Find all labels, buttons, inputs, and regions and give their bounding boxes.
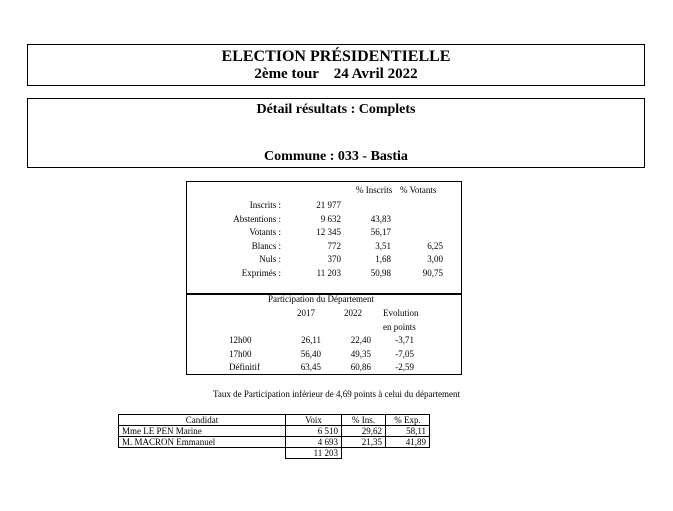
stat-label: Exprimés :: [241, 268, 281, 278]
col-header-pct-inscrits: % Inscrits: [356, 185, 393, 195]
header-pct-exp: % Exp.: [386, 415, 430, 426]
candidate-voix: 6 510: [286, 426, 342, 437]
commune-label: Commune : 033 - Bastia: [264, 149, 408, 164]
participation-evolution: -3,71: [395, 335, 414, 345]
col-header-en-points: en points: [383, 322, 416, 332]
participation-row-label: Définitif: [229, 362, 260, 372]
stat-pct-inscrits: 3,51: [375, 241, 391, 251]
candidate-pct-exp: 58,11: [386, 426, 430, 437]
participation-2017: 56,40: [300, 349, 321, 359]
candidate-pct-exp: 41,89: [386, 437, 430, 448]
candidate-name: Mme LE PEN Marine: [119, 426, 286, 437]
election-title: ELECTION PRÉSIDENTIELLE: [221, 48, 451, 65]
stat-label: Abstentions :: [233, 214, 281, 224]
stat-value: 12 345: [316, 227, 341, 237]
col-header-pct-votants: % Votants: [400, 185, 437, 195]
col-header-2017: 2017: [297, 308, 315, 318]
stat-value: 772: [327, 241, 341, 251]
col-header-2022: 2022: [344, 308, 362, 318]
participation-evolution: -2,59: [395, 362, 414, 372]
stat-value: 9 632: [320, 214, 341, 224]
table-row: [119, 426, 430, 437]
election-subtitle: 2ème tour 24 Avril 2022: [254, 66, 418, 82]
total-voix: 11 203: [286, 448, 342, 459]
table-total-row: [119, 448, 430, 459]
election-title-box: [27, 44, 645, 86]
participation-note: Taux de Participation inférieur de 4,69 points à celui du département: [212, 389, 461, 399]
stat-label: Nuls :: [259, 254, 281, 264]
header-candidat: Candidat: [119, 415, 286, 426]
participation-2022: 22,40: [350, 335, 371, 345]
col-header-evolution: Evolution: [383, 308, 419, 318]
stat-pct-votants: 3,00: [427, 254, 443, 264]
participation-2017: 26,11: [301, 335, 321, 345]
candidates-table: [118, 414, 430, 459]
stat-pct-inscrits: 50,98: [370, 268, 391, 278]
participation-evolution: -7,05: [395, 349, 414, 359]
participation-2022: 49,35: [350, 349, 371, 359]
stat-pct-votants: 90,75: [422, 268, 443, 278]
stat-label: Blancs :: [251, 241, 281, 251]
candidate-pct-ins: 21,35: [342, 437, 386, 448]
participation-heading: Participation du Département: [268, 294, 374, 304]
table-header-row: [119, 415, 430, 426]
stat-value: 370: [327, 254, 341, 264]
stats-table: [186, 181, 462, 295]
participation-2022: 60,86: [350, 362, 371, 372]
stat-value: 21 977: [316, 200, 341, 210]
stat-pct-votants: 6,25: [427, 241, 443, 251]
candidate-pct-ins: 29,62: [342, 426, 386, 437]
candidate-name: M. MACRON Emmanuel: [119, 437, 286, 448]
participation-row-label: 17h00: [229, 349, 252, 359]
participation-table: [186, 293, 462, 375]
stat-pct-inscrits: 1,68: [375, 254, 391, 264]
header-voix: Voix: [286, 415, 342, 426]
stat-pct-inscrits: 56,17: [370, 227, 391, 237]
stat-label: Inscrits :: [249, 200, 281, 210]
table-row: [119, 437, 430, 448]
header-pct-ins: % Ins.: [342, 415, 386, 426]
stat-label: Votants :: [249, 227, 281, 237]
participation-2017: 63,45: [300, 362, 321, 372]
detail-box: [27, 98, 645, 168]
stat-value: 11 203: [316, 268, 341, 278]
detail-heading: Détail résultats : Complets: [256, 102, 416, 117]
stat-pct-inscrits: 43,83: [370, 214, 391, 224]
participation-row-label: 12h00: [229, 335, 252, 345]
candidate-voix: 4 693: [286, 437, 342, 448]
